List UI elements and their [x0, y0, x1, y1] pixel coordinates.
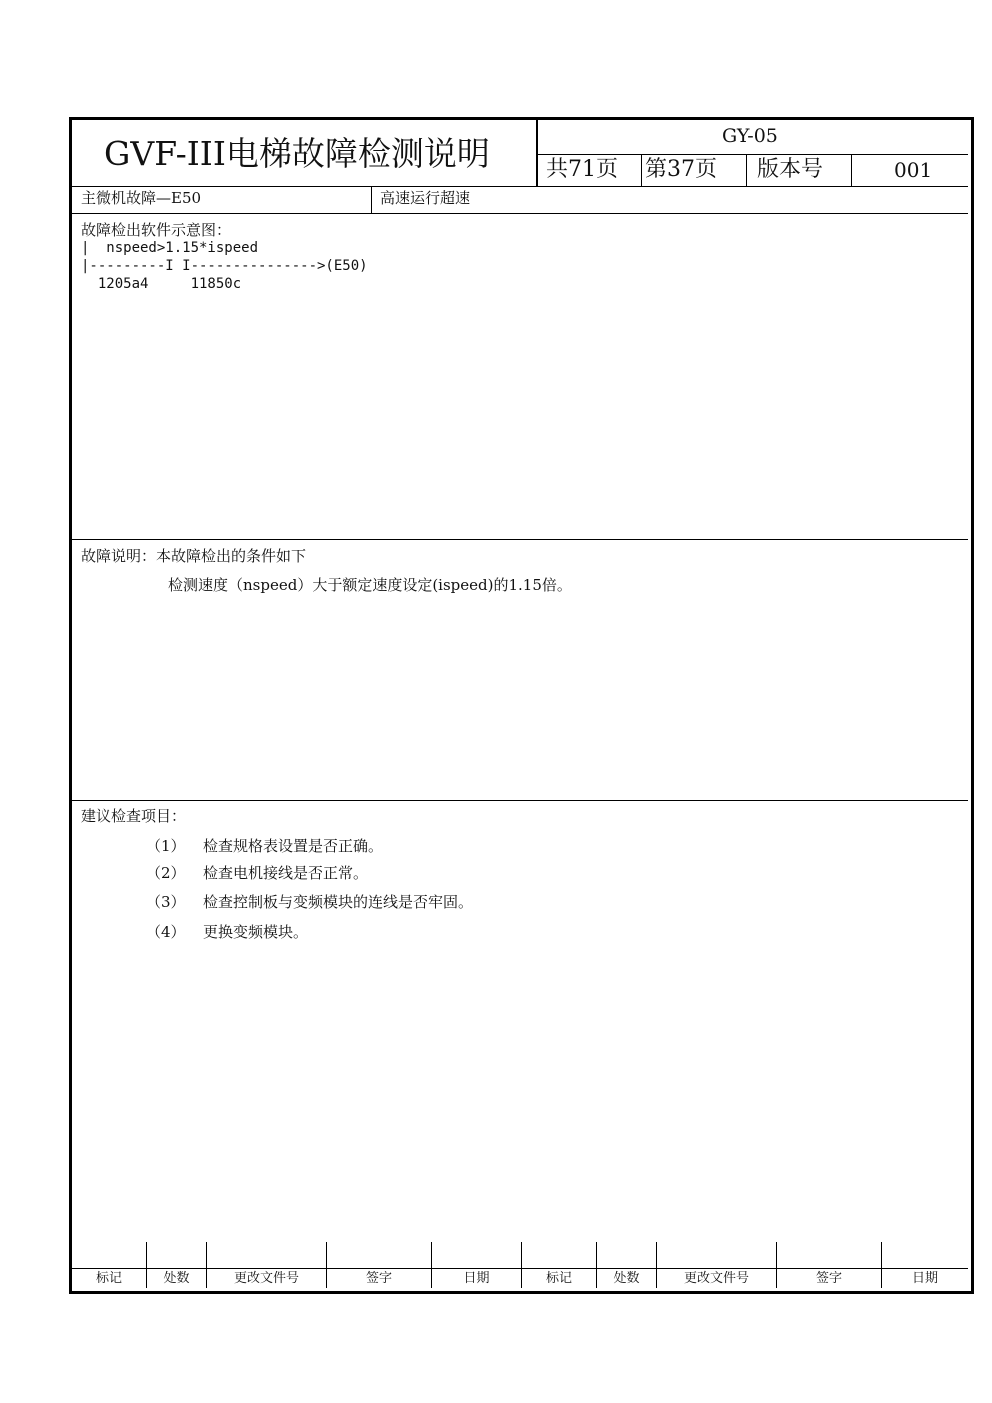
footer-header-signature: 签字 [365, 1271, 392, 1286]
document-frame [69, 117, 974, 1294]
description-section-bottom [72, 800, 968, 801]
check-item-text: 更换变频模块。 [203, 923, 309, 941]
fault-code-label: 主微机故障—E50 [81, 189, 202, 207]
footer-header-count: 处数 [163, 1271, 190, 1286]
description-heading: 故障说明：本故障检出的条件如下 [81, 547, 307, 565]
footer-header-date: 日期 [911, 1271, 938, 1286]
footer-header-signature: 签字 [815, 1271, 842, 1286]
header-cell-divider-3 [851, 154, 852, 187]
check-item-number: （2） [146, 864, 186, 882]
ladder-line-contacts: |---------I I--------------->(E50) [81, 258, 368, 274]
checks-heading: 建议检查项目： [81, 807, 187, 825]
check-item-text: 检查规格表设置是否正确。 [203, 837, 384, 855]
check-item-text: 检查控制板与变频模块的连线是否牢固。 [203, 893, 474, 911]
diagram-section-bottom [72, 539, 968, 540]
footer-header-mark: 标记 [95, 1271, 122, 1286]
footer-header-count: 处数 [613, 1271, 640, 1286]
fault-row-divider [371, 187, 372, 213]
check-item-number: （3） [146, 893, 186, 911]
fault-row-bottom-line [72, 213, 968, 214]
current-page: 第37页 [645, 157, 717, 182]
footer-header-change-doc: 更改文件号 [683, 1271, 749, 1286]
ladder-line-addresses: 1205a4 11850c [81, 276, 242, 292]
document-title: GVF-III电梯故障检测说明 [104, 134, 490, 173]
ladder-line-condition: | nspeed>1.15*ispeed [81, 240, 259, 256]
header-cell-divider-1 [641, 154, 642, 187]
footer-header-mark: 标记 [545, 1271, 572, 1286]
footer-header-date: 日期 [463, 1271, 490, 1286]
check-item-text: 检查电机接线是否正常。 [203, 864, 369, 882]
description-text: 检测速度（nspeed）大于额定速度设定(ispeed)的1.15倍。 [168, 576, 572, 594]
document-code: GY-05 [722, 125, 778, 147]
check-item-number: （4） [146, 923, 186, 941]
version-value: 001 [894, 158, 933, 182]
diagram-heading: 故障检出软件示意图： [81, 221, 232, 239]
fault-name: 高速运行超速 [380, 189, 471, 207]
header-bottom-line [72, 186, 968, 187]
header-cell-divider-2 [746, 154, 747, 187]
footer-header-change-doc: 更改文件号 [233, 1271, 299, 1286]
check-item-number: （1） [146, 837, 186, 855]
version-label: 版本号 [757, 157, 824, 182]
total-pages: 共71页 [546, 157, 618, 182]
header-right-hline [537, 154, 968, 155]
